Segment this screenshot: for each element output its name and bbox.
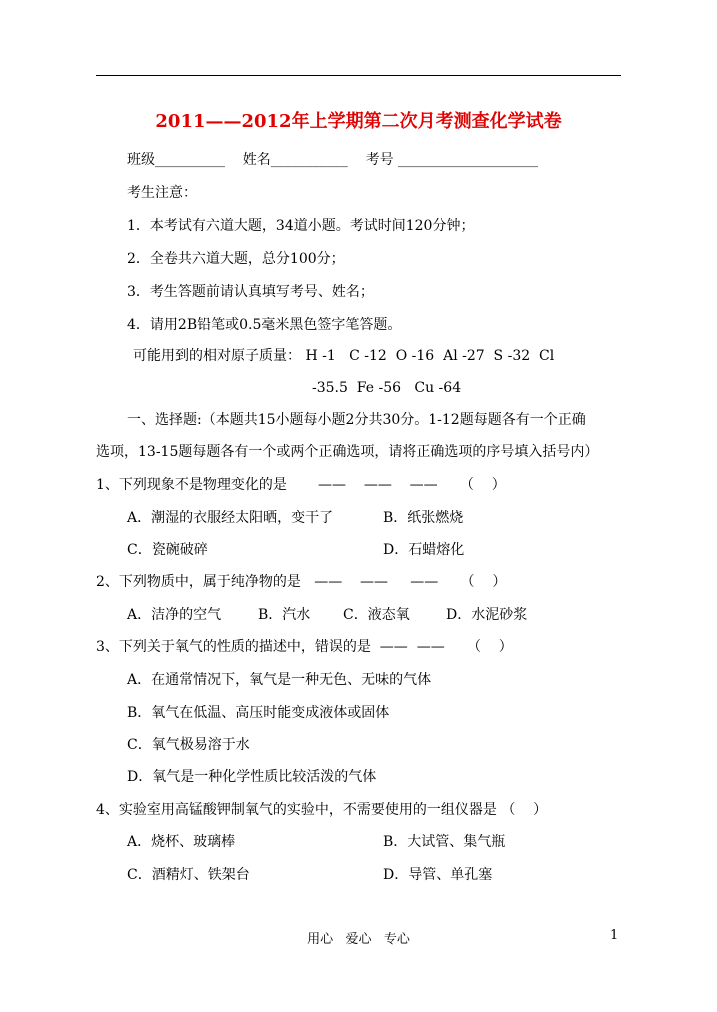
- notice-item: 2．全卷共六道大题，总分100分；: [127, 251, 345, 267]
- notice-item: 4．请用2B铅笔或0.5毫米黑色签字笔答题。: [127, 317, 402, 333]
- answer-option: B．大试管、集气瓶: [383, 834, 506, 850]
- notice-item: 3．考生答题前请认真填写考号、姓名；: [127, 284, 374, 300]
- question-stem: 1、下列现象不是物理变化的是 —— —— —— （ ）: [96, 477, 506, 493]
- answer-option: B．氧气在低温、高压时能变成液体或固体: [127, 705, 390, 721]
- question-stem: 2、下列物质中，属于纯净物的是 —— —— —— （ ）: [96, 574, 507, 590]
- student-info-line: 班级__________ 姓名___________ 考号 ____________________: [127, 152, 539, 168]
- answer-option: A．洁净的空气: [127, 607, 222, 623]
- atomic-mass-line: 可能用到的相对原子质量： H -1 C -12 O -16 Al -27 S -32 Cl: [133, 348, 555, 364]
- notice-heading: 考生注意：: [127, 185, 197, 201]
- notice-item: 1．本考试有六道大题，34道小题。考试时间120分钟；: [127, 218, 475, 234]
- answer-option: C．酒精灯、铁架台: [127, 867, 250, 883]
- answer-option: D．导管、单孔塞: [383, 867, 493, 883]
- answer-option: D．水泥砂浆: [446, 607, 528, 623]
- answer-option: C．氧气极易溶于水: [127, 737, 250, 753]
- answer-option: A．烧杯、玻璃棒: [127, 834, 236, 850]
- answer-option: D．氧气是一种化学性质比较活泼的气体: [127, 769, 377, 785]
- answer-option: A．潮湿的衣服经太阳晒，变干了: [127, 510, 334, 526]
- answer-option: C．液态氧: [343, 607, 410, 623]
- answer-option: B．汽水: [258, 607, 311, 623]
- page-title: 2011——2012年上学期第二次月考测查化学试卷: [155, 111, 562, 132]
- section-instructions: 选项，13-15题每题各有一个或两个正确选项，请将正确选项的序号填入括号内）: [96, 444, 599, 460]
- atomic-mass-line: -35.5 Fe -56 Cu -64: [312, 380, 462, 396]
- answer-option: C．瓷碗破碎: [127, 542, 208, 558]
- page-number: 1: [610, 928, 619, 943]
- question-stem: 4、实验室用高锰酸钾制氧气的实验中，不需要使用的一组仪器是 （ ）: [96, 802, 548, 818]
- answer-option: A．在通常情况下，氧气是一种无色、无味的气体: [127, 672, 432, 688]
- header-rule: [96, 75, 621, 76]
- footer-motto: 用心 爱心 专心: [307, 932, 410, 947]
- answer-option: D．石蜡熔化: [383, 542, 465, 558]
- question-stem: 3、下列关于氧气的性质的描述中，错误的是 —— —— （ ）: [96, 639, 513, 655]
- section-instructions: 一、选择题:（本题共15小题每小题2分共30分。1-12题每题各有一个正确: [127, 412, 586, 428]
- answer-option: B．纸张燃烧: [383, 510, 464, 526]
